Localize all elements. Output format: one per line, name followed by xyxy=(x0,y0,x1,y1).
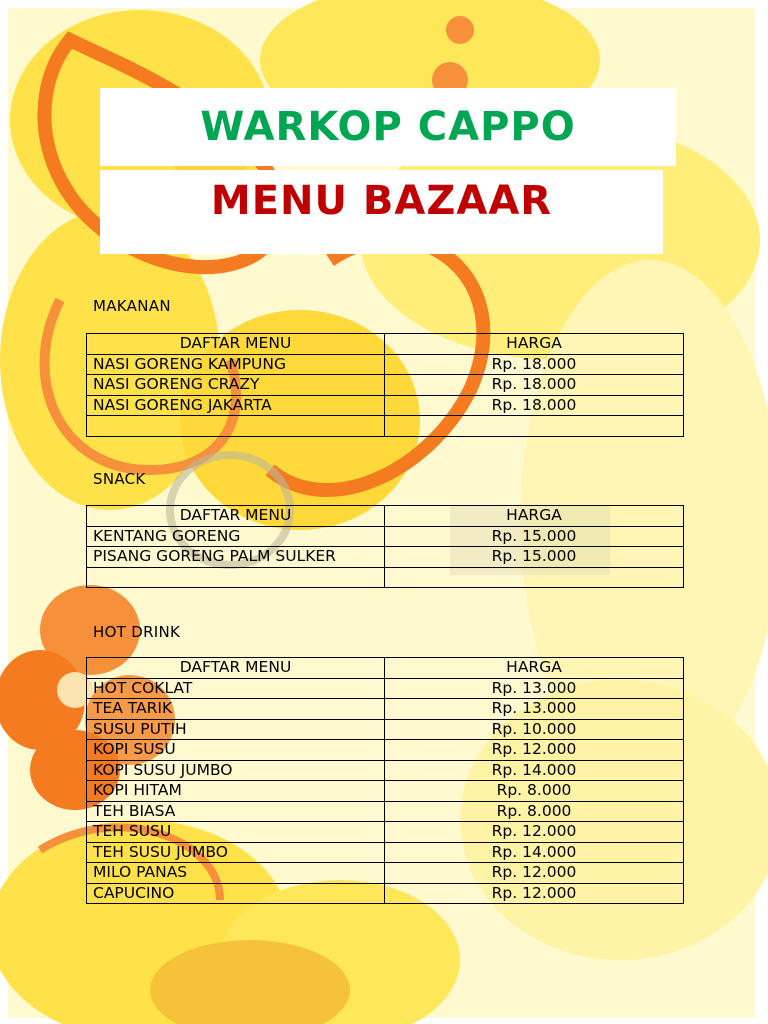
item-name: KOPI SUSU xyxy=(87,740,385,761)
item-name: MILO PANAS xyxy=(87,863,385,884)
section-label-snack: SNACK xyxy=(93,470,146,488)
table-row xyxy=(87,699,684,720)
table-row-empty xyxy=(87,416,684,437)
item-price: Rp. 13.000 xyxy=(385,699,684,720)
table-row xyxy=(87,760,684,781)
makanan-table xyxy=(86,333,684,437)
item-price: Rp. 18.000 xyxy=(385,354,684,375)
table-header-row xyxy=(87,506,684,527)
item-price: Rp. 14.000 xyxy=(385,760,684,781)
item-price xyxy=(385,416,684,437)
column-header-price: HARGA xyxy=(385,334,684,355)
item-price: Rp. 8.000 xyxy=(385,801,684,822)
hot-drink-table xyxy=(86,657,684,904)
item-price: Rp. 8.000 xyxy=(385,781,684,802)
section-label-makanan: MAKANAN xyxy=(93,297,171,315)
item-price: Rp. 12.000 xyxy=(385,883,684,904)
table-row xyxy=(87,863,684,884)
table-row xyxy=(87,375,684,396)
snack-table xyxy=(86,505,684,588)
item-price xyxy=(385,567,684,588)
item-name xyxy=(87,416,385,437)
table-row xyxy=(87,801,684,822)
item-price: Rp. 12.000 xyxy=(385,863,684,884)
table-row xyxy=(87,526,684,547)
item-price: Rp. 14.000 xyxy=(385,842,684,863)
item-name: CAPUCINO xyxy=(87,883,385,904)
item-name: NASI GORENG CRAZY xyxy=(87,375,385,396)
table-row xyxy=(87,740,684,761)
item-price: Rp. 12.000 xyxy=(385,740,684,761)
table-row xyxy=(87,395,684,416)
column-header-menu: DAFTAR MENU xyxy=(87,506,385,527)
item-name: NASI GORENG KAMPUNG xyxy=(87,354,385,375)
table-row xyxy=(87,822,684,843)
item-price: Rp. 15.000 xyxy=(385,547,684,568)
item-name: TEH SUSU JUMBO xyxy=(87,842,385,863)
menu-bazaar-title: MENU BAZAAR xyxy=(100,170,663,254)
item-name xyxy=(87,567,385,588)
column-header-menu: DAFTAR MENU xyxy=(87,658,385,679)
item-name: TEH SUSU xyxy=(87,822,385,843)
item-price: Rp. 13.000 xyxy=(385,678,684,699)
section-label-hot-drink: HOT DRINK xyxy=(93,623,181,641)
column-header-price: HARGA xyxy=(385,658,684,679)
item-name: SUSU PUTIH xyxy=(87,719,385,740)
item-name: TEA TARIK xyxy=(87,699,385,720)
item-name: KENTANG GORENG xyxy=(87,526,385,547)
table-row-empty xyxy=(87,567,684,588)
table-row xyxy=(87,883,684,904)
column-header-menu: DAFTAR MENU xyxy=(87,334,385,355)
item-name: HOT COKLAT xyxy=(87,678,385,699)
table-header-row xyxy=(87,658,684,679)
item-name: TEH BIASA xyxy=(87,801,385,822)
item-price: Rp. 15.000 xyxy=(385,526,684,547)
table-row xyxy=(87,354,684,375)
item-price: Rp. 10.000 xyxy=(385,719,684,740)
table-row xyxy=(87,678,684,699)
item-price: Rp. 18.000 xyxy=(385,395,684,416)
item-price: Rp. 12.000 xyxy=(385,822,684,843)
item-name: PISANG GORENG PALM SULKER xyxy=(87,547,385,568)
table-row xyxy=(87,547,684,568)
item-name: KOPI SUSU JUMBO xyxy=(87,760,385,781)
table-row xyxy=(87,842,684,863)
item-name: KOPI HITAM xyxy=(87,781,385,802)
shop-name-title: WARKOP CAPPO xyxy=(100,88,676,166)
table-row xyxy=(87,781,684,802)
column-header-price: HARGA xyxy=(385,506,684,527)
item-name: NASI GORENG JAKARTA xyxy=(87,395,385,416)
item-price: Rp. 18.000 xyxy=(385,375,684,396)
table-header-row xyxy=(87,334,684,355)
table-row xyxy=(87,719,684,740)
